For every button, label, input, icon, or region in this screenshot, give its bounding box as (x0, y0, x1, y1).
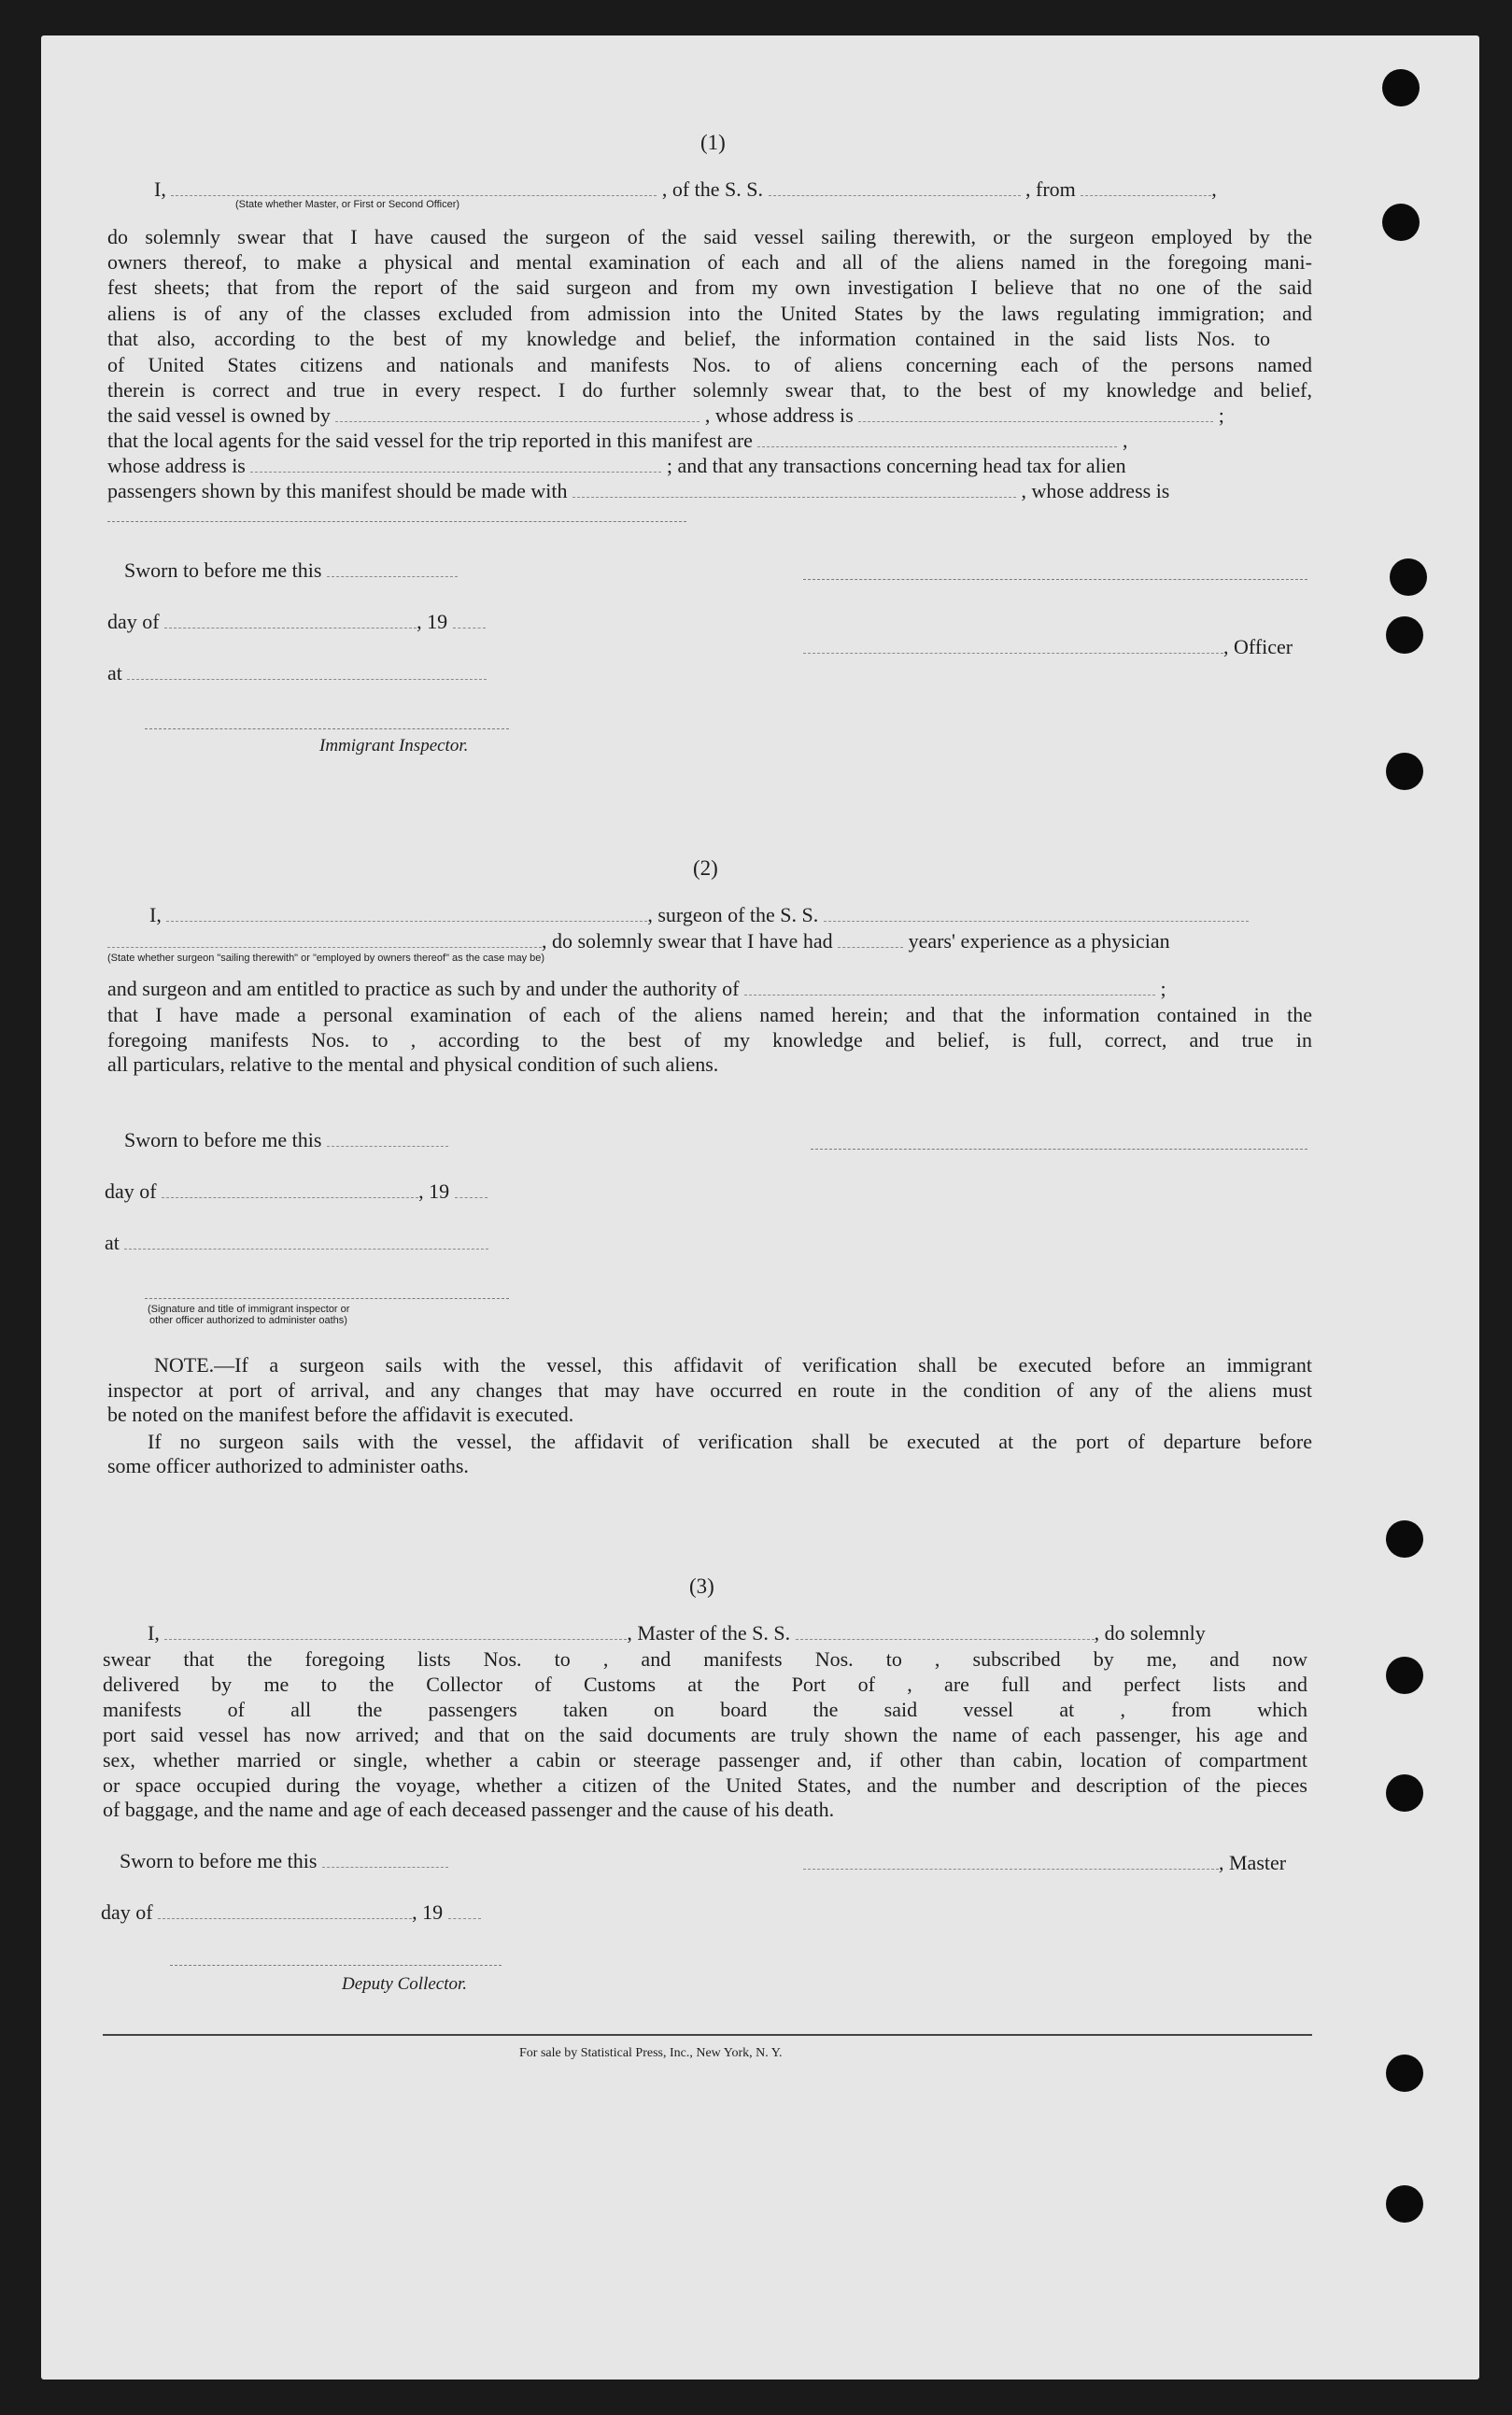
punch-hole (1386, 2185, 1423, 2223)
agents-line (107, 429, 1127, 453)
blank-field (796, 1624, 1095, 1640)
body-line: of baggage, and the name and age of each deceased passenger and the cause of his death. (103, 1798, 835, 1821)
inspector-label: Immigrant Inspector. (319, 736, 469, 756)
blank-field (448, 1903, 481, 1919)
label-officer: , Officer (1223, 635, 1293, 658)
body-line: all particulars, relative to the mental and physical condition of such aliens. (107, 1052, 719, 1076)
section-number: (1) (700, 131, 726, 154)
label-of-ss: , of the S. S. (661, 177, 764, 201)
body-line: that I have made a personal examination of each of the aliens named herein; and that the information contained in the (107, 1003, 1312, 1026)
blank-field (250, 457, 661, 473)
label-do-solemnly: , do solemnly (1094, 1621, 1206, 1645)
blank-field (1081, 180, 1211, 196)
at-line (105, 1231, 488, 1255)
master-signature-line (803, 1851, 1286, 1875)
section-number: (2) (693, 856, 718, 880)
label-day-of: day of (101, 1900, 153, 1924)
experience-line (107, 929, 1170, 953)
note-line: some officer authorized to administer oaths. (107, 1454, 469, 1477)
blank-field (166, 906, 647, 922)
punch-hole (1382, 204, 1420, 241)
label-surgeon-of: , surgeon of the S. S. (647, 903, 819, 926)
label-at: at (105, 1231, 120, 1254)
label-head-tax: ; and that any transactions concerning head tax for alien (666, 454, 1126, 477)
blank-field (757, 431, 1117, 447)
sworn-line (124, 558, 458, 583)
blank-field (572, 482, 1016, 498)
label-master-of: , Master of the S. S. (627, 1621, 791, 1645)
blank-field (164, 613, 417, 628)
body-line: therein is correct and true in every respect. I do further solemnly swear that, to the best of my knowledge and belief, (107, 378, 1312, 402)
punch-hole (1386, 2055, 1423, 2092)
body-line: do solemnly swear that I have caused the surgeon of the said vessel sailing therewith, or the surgeon employed by the (107, 225, 1312, 248)
printer-imprint: For sale by Statistical Press, Inc., New York, N. Y. (519, 2046, 783, 2060)
body-line: fest sheets; that from the report of the said surgeon and from my own investigation I believe that no one of the said (107, 275, 1312, 299)
label-whose-address: , whose address is (704, 403, 854, 427)
officer-line (803, 635, 1293, 659)
label-day-of: day of (107, 610, 160, 633)
blank-field (327, 561, 458, 577)
label-passengers: passengers shown by this manifest should be made with (107, 479, 568, 502)
label-whose-address: whose address is (107, 454, 246, 477)
signature-rule (811, 1149, 1307, 1150)
day-line (105, 1179, 488, 1204)
label-comma: , (1122, 429, 1128, 452)
note-line (107, 1352, 1312, 1378)
blank-field (127, 664, 487, 680)
blank-field (164, 1624, 627, 1640)
punch-hole (1386, 1520, 1423, 1558)
address-rule (107, 521, 686, 522)
field-hint: (State whether surgeon "sailing therewith" or "employed by owners thereof" as the case may be) (107, 953, 545, 964)
signature-rule (145, 1298, 509, 1299)
note-text: NOTE.—If a surgeon sails with the vessel, this affidavit of verification shall be executed before an immigrant (154, 1353, 1312, 1377)
label-semicolon: ; (1160, 977, 1166, 1000)
label-day-of: day of (105, 1179, 157, 1203)
label-authority: and surgeon and am entitled to practice as such by and under the authority of (107, 977, 740, 1000)
sworn-line (120, 1849, 448, 1873)
label-local-agents: that the local agents for the said vessel for the trip reported in this manifest are (107, 429, 753, 452)
authority-line (107, 977, 1166, 1001)
day-line (107, 610, 486, 634)
master-line (148, 1621, 1206, 1645)
blank-field (455, 1182, 488, 1198)
label-owned-by: the said vessel is owned by (107, 403, 331, 427)
passengers-line (107, 479, 1169, 503)
blank-field (171, 180, 657, 196)
blank-field (162, 1182, 418, 1198)
note-line: If no surgeon sails with the vessel, the affidavit of verification shall be executed at the port of departure before (148, 1430, 1312, 1453)
label-years: years' experience as a physician (908, 929, 1170, 953)
day-line (101, 1900, 481, 1925)
label-at: at (107, 661, 122, 685)
blank-field (327, 1131, 448, 1147)
blank-field (744, 980, 1155, 996)
body-line: of United States citizens and nationals and manifests Nos. to of aliens concerning each of the persons named (107, 353, 1312, 376)
note-line: inspector at port of arrival, and any changes that may have occurred en route in the condition of any of the aliens must (107, 1378, 1312, 1402)
label-whose-address: , whose address is (1021, 479, 1170, 502)
body-line: that also, according to the best of my knowledge and belief, the information contained in the said lists Nos. to (107, 327, 1270, 350)
sworn-line (124, 1128, 448, 1152)
blank-field (769, 180, 1021, 196)
body-line: swear that the foregoing lists Nos. to , and manifests Nos. to , subscribed by me, and now (103, 1647, 1307, 1671)
body-line: or space occupied during the voyage, whether a citizen of the United States, and the number and description of the pieces (103, 1773, 1307, 1797)
signature-rule (170, 1965, 502, 1966)
signature-hint: (Signature and title of immigrant inspector or (148, 1304, 350, 1315)
body-line: port said vessel has now arrived; and that on the said documents are truly shown the name of each passenger, his age and (103, 1723, 1307, 1746)
label-swear: , do solemnly swear that I have had (542, 929, 833, 953)
blank-field (803, 638, 1223, 654)
surgeon-line (149, 903, 1249, 927)
blank-field (322, 1852, 448, 1868)
blank-field (803, 1854, 1219, 1870)
punch-hole (1386, 753, 1423, 790)
label-year: , 19 (412, 1900, 444, 1924)
body-line: aliens is of any of the classes excluded from admission into the United States by the laws regulating immigration; and (107, 302, 1312, 325)
label-i: I, (154, 177, 166, 201)
blank-field (158, 1903, 412, 1919)
punch-hole (1382, 69, 1420, 106)
body-line: delivered by me to the Collector of Customs at the Port of , are full and perfect lists and (103, 1673, 1307, 1696)
blank-field (124, 1234, 488, 1250)
signature-rule (803, 579, 1307, 580)
blank-field (453, 613, 486, 628)
blank-field (107, 932, 542, 948)
label-semicolon: ; (1218, 403, 1224, 427)
punch-hole (1386, 1774, 1423, 1812)
punch-hole (1386, 616, 1423, 654)
label-sworn: Sworn to before me this (124, 558, 322, 582)
label-sworn: Sworn to before me this (124, 1128, 322, 1151)
label-comma: , (1211, 177, 1217, 201)
label-year: , 19 (418, 1179, 450, 1203)
body-line: foregoing manifests Nos. to , according to the best of my knowledge and belief, is full, correct, and true in (107, 1028, 1312, 1052)
at-line (107, 661, 487, 685)
blank-field (335, 406, 699, 422)
punch-hole (1390, 558, 1427, 596)
label-i: I, (148, 1621, 160, 1645)
blank-field (858, 406, 1213, 422)
body-line: sex, whether married or single, whether a cabin or steerage passenger and, if other than cabin, location of compartment (103, 1748, 1307, 1772)
label-year: , 19 (417, 610, 448, 633)
agent-address-line (107, 454, 1126, 478)
blank-field (838, 932, 903, 948)
body-line: owners thereof, to make a physical and mental examination of each and all of the aliens named in the foregoing mani- (107, 250, 1312, 274)
label-i: I, (149, 903, 162, 926)
body-line: manifests of all the passengers taken on board the said vessel at , from which (103, 1698, 1307, 1721)
punch-hole (1386, 1657, 1423, 1694)
label-from: , from (1025, 177, 1076, 201)
signature-rule (145, 728, 509, 729)
note-line: be noted on the manifest before the affidavit is executed. (107, 1403, 574, 1426)
section-number: (3) (689, 1575, 714, 1598)
footer-rule (103, 2034, 1312, 2036)
field-hint: (State whether Master, or First or Second Officer) (235, 199, 460, 210)
owner-line (107, 403, 1224, 428)
signature-hint: other officer authorized to administer oaths) (149, 1315, 347, 1326)
label-sworn: Sworn to before me this (120, 1849, 318, 1872)
label-master: , Master (1219, 1851, 1287, 1874)
collector-label: Deputy Collector. (342, 1974, 468, 1994)
blank-field (824, 906, 1249, 922)
